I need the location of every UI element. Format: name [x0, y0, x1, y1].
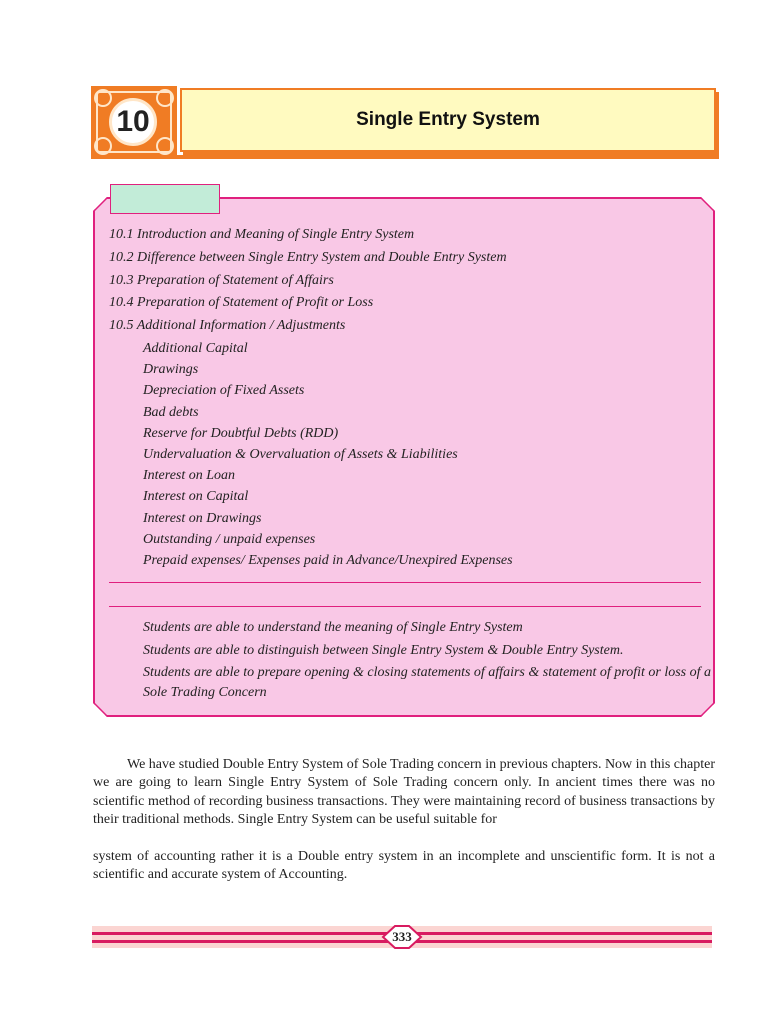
chapter-number: 10 [109, 98, 157, 146]
outcome-item: Students are able to distinguish between Single Entry System & Double Entry System. [143, 642, 624, 658]
outline-subitem: Outstanding / unpaid expenses [143, 531, 316, 547]
outcome-item: Students are able to prepare opening & closing statements of affairs & statement of profit or loss of a Sole Trading Concern [143, 665, 712, 700]
outline-item: 10.2 Difference between Single Entry System and Double Entry System [109, 249, 507, 265]
outline-item: 10.1 Introduction and Meaning of Single Entry System [109, 227, 415, 242]
ornament-icon [156, 89, 174, 107]
body-text [93, 756, 715, 884]
page-number: 333 [392, 929, 412, 944]
ornament-icon [94, 137, 112, 155]
chapter-title-box [180, 88, 716, 152]
chapter-badge [91, 86, 177, 158]
divider-line [109, 606, 701, 607]
title-underline [91, 155, 719, 159]
outline-subitem: Reserve for Doubtful Debts (RDD) [143, 425, 339, 441]
outline-item: 10.5 Additional Information / Adjustments [109, 318, 346, 334]
outline-tag [110, 184, 220, 214]
outline-subitem: Additional Capital [143, 340, 248, 356]
outline-subitem: Drawings [143, 362, 199, 378]
outline-subitem: Interest on Capital [143, 489, 249, 505]
outline-subitem: Depreciation of Fixed Assets [143, 383, 305, 399]
body-paragraph: We have studied Double Entry System of Sole Trading concern in previous chapters. Now in this chapter we are going to learn Single Entry System of Sole Trading concern only. In ancient times there was no scientific method of recording business transactions. They were maintaining record of business transactions by their traditional methods. Single Entry System can be useful suitable for [93, 757, 715, 828]
divider-line [109, 582, 701, 583]
outcome-item: Students are able to understand the meaning of Single Entry System [143, 620, 523, 635]
learning-outcomes [143, 618, 713, 706]
page-number-badge [381, 924, 423, 950]
outline-subitem: Bad debts [143, 404, 199, 420]
ornament-icon [94, 89, 112, 107]
outline-list [109, 224, 709, 571]
body-paragraph: system of accounting rather it is a Double entry system in an incomplete and unscientific form. It is not a scientific and accurate system of Accounting. [93, 848, 715, 883]
chapter-title: Single Entry System [356, 109, 540, 130]
outline-subitem: Undervaluation & Overvaluation of Assets & Liabilities [143, 447, 458, 462]
outline-subitem: Prepaid expenses/ Expenses paid in Advance/Unexpired Expenses [143, 553, 513, 569]
outline-item: 10.3 Preparation of Statement of Affairs [109, 272, 334, 288]
outline-subitem: Interest on Loan [143, 468, 236, 484]
outline-subitem: Interest on Drawings [143, 510, 262, 526]
ornament-icon [156, 137, 174, 155]
outline-item: 10.4 Preparation of Statement of Profit or Loss [109, 295, 374, 311]
